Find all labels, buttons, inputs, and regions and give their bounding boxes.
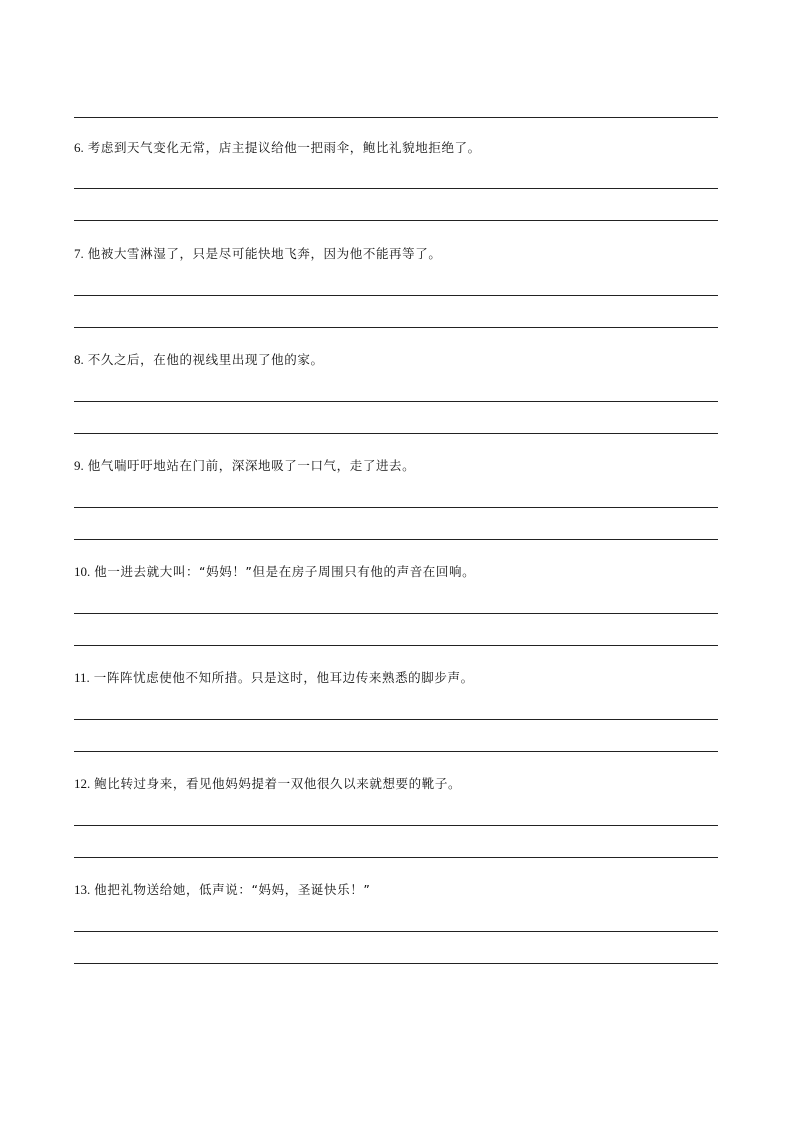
answer-line [74, 327, 718, 328]
question-text: 他气喘吁吁地站在门前，深深地吸了一口气，走了进去。 [87, 458, 416, 473]
question-number: 10. [74, 564, 91, 579]
answer-line [74, 401, 718, 402]
question-9 [74, 458, 734, 474]
question-8 [74, 352, 734, 368]
question-text: 考虑到天气变化无常，店主提议给他一把雨伞，鲍比礼貌地拒绝了。 [87, 140, 481, 155]
answer-line [74, 188, 718, 189]
question-number: 7. [74, 246, 84, 261]
question-number: 9. [74, 458, 84, 473]
answer-line [74, 931, 718, 932]
question-text: 不久之后，在他的视线里出现了他的家。 [87, 352, 324, 367]
answer-line [74, 645, 718, 646]
question-11 [74, 670, 734, 686]
answer-line [74, 220, 718, 221]
question-7 [74, 246, 734, 262]
question-6 [74, 140, 734, 156]
answer-line [74, 539, 718, 540]
answer-line [74, 751, 718, 752]
question-text: 他把礼物送给她，低声说：“妈妈，圣诞快乐！” [94, 882, 371, 897]
question-number: 6. [74, 140, 84, 155]
answer-line [74, 857, 718, 858]
question-number: 11. [74, 670, 90, 685]
question-text: 他一进去就大叫：“妈妈！”但是在房子周围只有他的声音在回响。 [94, 564, 476, 579]
question-text: 一阵阵忧虑使他不知所措。只是这时，他耳边传来熟悉的脚步声。 [93, 670, 474, 685]
answer-line [74, 117, 718, 118]
question-number: 8. [74, 352, 84, 367]
question-12 [74, 776, 734, 792]
answer-line [74, 613, 718, 614]
answer-line [74, 295, 718, 296]
question-text: 鲍比转过身来，看见他妈妈提着一双他很久以来就想要的靴子。 [94, 776, 462, 791]
answer-line [74, 433, 718, 434]
question-13 [74, 882, 734, 898]
answer-line [74, 825, 718, 826]
question-text: 他被大雪淋湿了，只是尽可能快地飞奔，因为他不能再等了。 [87, 246, 442, 261]
answer-line [74, 719, 718, 720]
question-number: 12. [74, 776, 91, 791]
answer-line [74, 963, 718, 964]
answer-line [74, 507, 718, 508]
question-10 [74, 564, 734, 580]
question-number: 13. [74, 882, 91, 897]
